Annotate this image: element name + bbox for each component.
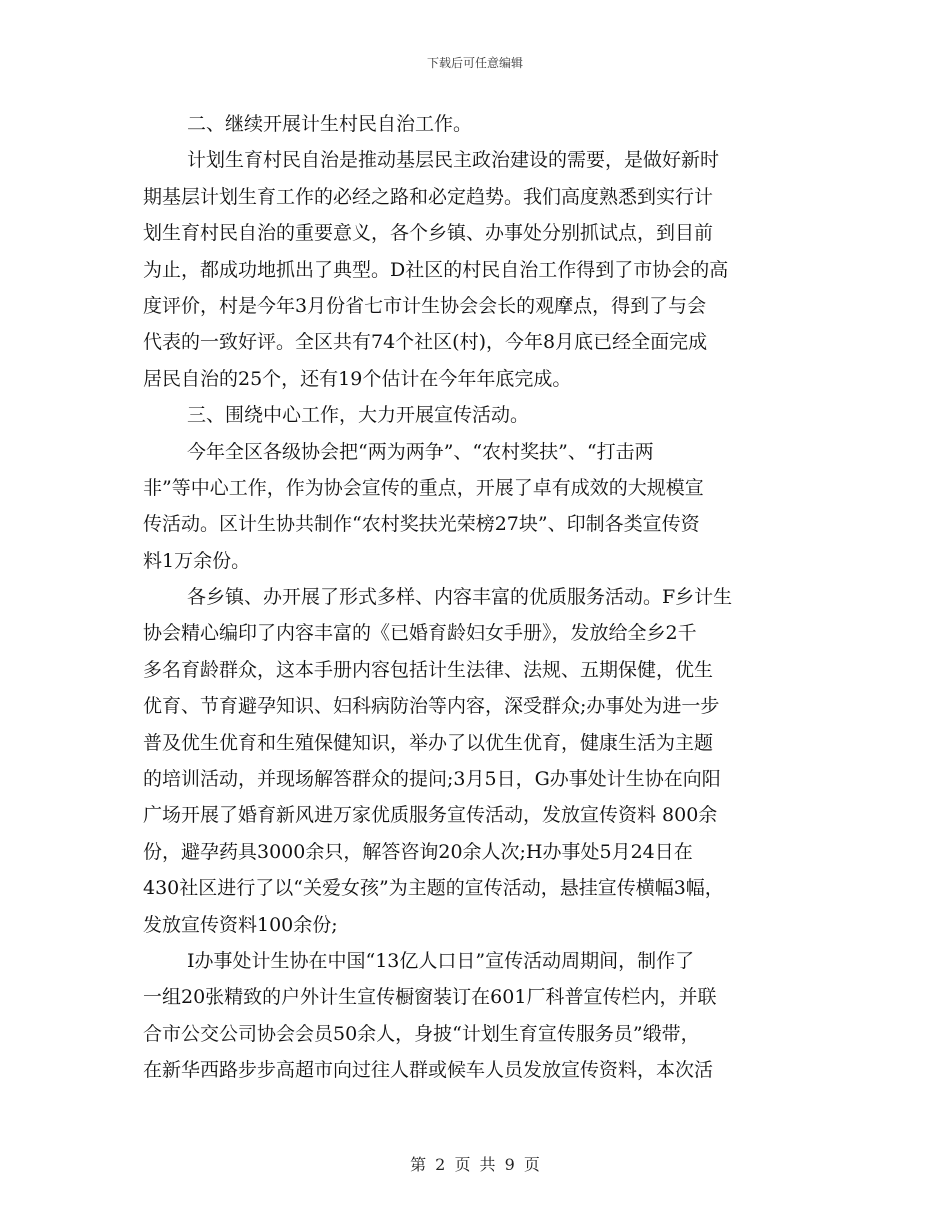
- text-line: 份，避孕药具3000余只，解答咨询20余人次;H办事处5月24日在: [143, 840, 693, 863]
- page-number: 第 2 页 共 9 页: [410, 1155, 540, 1174]
- text-line: 各乡镇、办开展了形式多样、内容丰富的优质服务活动。F乡计生: [187, 586, 733, 609]
- text-line: 多名育龄群众，这本手册内容包括计生法律、法规、五期保健，优生: [143, 658, 714, 681]
- text-line: 的培训活动，并现场解答群众的提问;3月5日，G办事处计生协在向阳: [143, 768, 721, 791]
- text-line: 为止，都成功地抓出了典型。D社区的村民自治工作得到了市协会的高: [143, 258, 729, 281]
- text-line: 二、继续开展计生村民自治工作。: [187, 113, 473, 135]
- text-line: 度评价，村是今年3月份省七市计生协会会长的观摩点，得到了与会: [143, 294, 707, 317]
- text-line: 优育、节育避孕知识、妇科病防治等内容，深受群众;办事处为进一步: [143, 695, 720, 718]
- document-body: [143, 106, 813, 1089]
- text-line: 期基层计划生育工作的必经之路和必定趋势。我们高度熟悉到实行计: [143, 185, 714, 208]
- text-line: 居民自治的25个，还有19个估计在今年年底完成。: [143, 367, 572, 390]
- text-line: 今年全区各级协会把“两为两争”、“农村奖扶”、“打击两: [187, 440, 654, 463]
- text-line: 在新华西路步步高超市向过往人群或候车人员发放宣传资料，本次活: [143, 1059, 714, 1082]
- text-line: 划生育村民自治的重要意义，各个乡镇、办事处分别抓试点，到目前: [143, 222, 714, 245]
- text-line: I办事处计生协在中国“13亿人口日”宣传活动周期间，制作了: [187, 949, 695, 972]
- text-line: 代表的一致好评。全区共有74个社区(村)，今年8月底已经全面完成: [143, 331, 708, 354]
- text-line: 非”等中心工作，作为协会宣传的重点，开展了卓有成效的大规模宣: [143, 476, 704, 499]
- text-line: 430社区进行了以“关爱女孩”为主题的宣传活动，悬挂宣传横幅3幅，: [143, 877, 724, 900]
- text-line: 一组20张精致的户外计生宣传橱窗装订在601厂科普宣传栏内，并联: [143, 986, 717, 1009]
- text-line: 三、围绕中心工作，大力开展宣传活动。: [187, 404, 530, 427]
- text-line: 计划生育村民自治是推动基层民主政治建设的需要，是做好新时: [187, 149, 720, 172]
- text-line: 广场开展了婚育新风进万家优质服务宣传活动，发放宣传资料 800余: [143, 804, 718, 827]
- text-line: 料1万余份。: [143, 549, 251, 572]
- text-line: 协会精心编印了内容丰富的《已婚育龄妇女手册》，发放给全乡2千: [143, 622, 697, 645]
- text-line: 传活动。区计生协共制作“农村奖扶光荣榜27块”、印制各类宣传资: [143, 513, 700, 536]
- page-header: 下载后可任意编辑: [426, 56, 523, 70]
- text-line: 合市公交公司协会会员50余人，身披“计划生育宣传服务员”缎带，: [143, 1022, 700, 1045]
- text-line: 发放宣传资料100余份;: [143, 913, 338, 936]
- text-line: 普及优生优育和生殖保健知识，举办了以优生优育，健康生活为主题: [143, 731, 714, 754]
